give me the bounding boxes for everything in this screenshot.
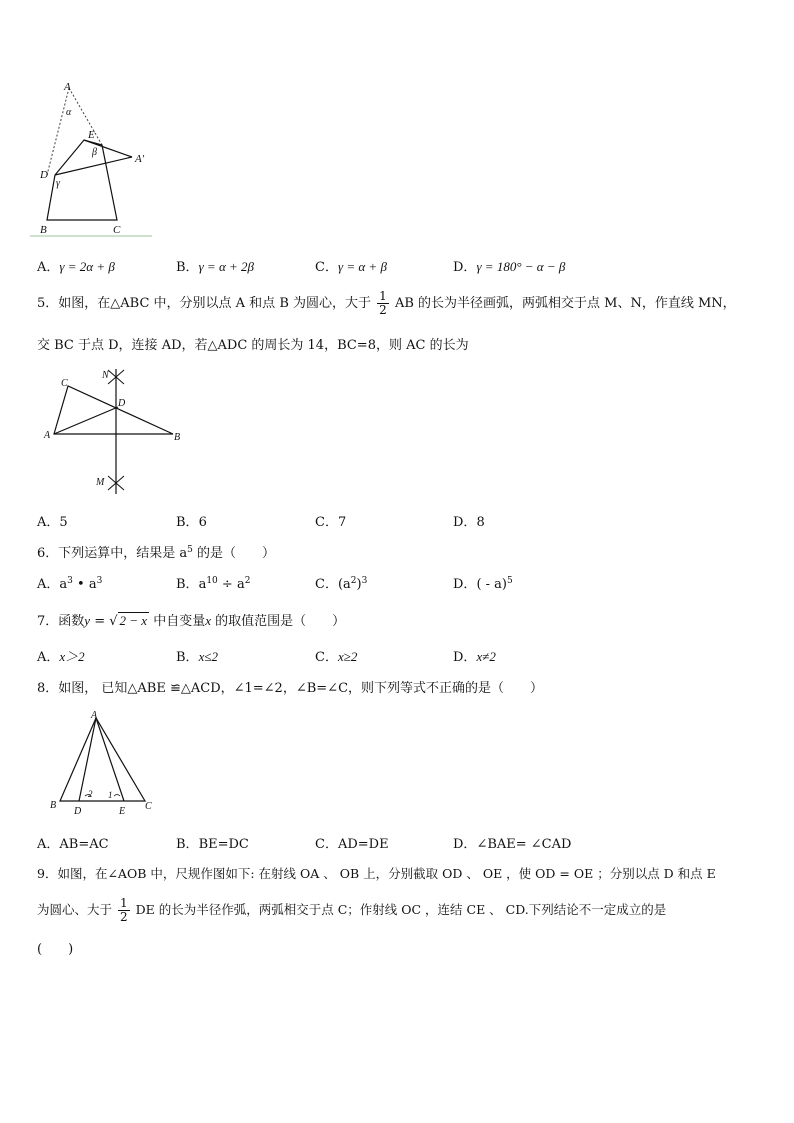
q7-radicand: 2 − x	[119, 613, 148, 628]
q4-label-c: C	[113, 224, 121, 236]
q8-label-d: D	[74, 806, 82, 817]
q4-label-e: E	[88, 129, 95, 141]
q8-option-c[interactable]: C．AD=DE	[315, 837, 389, 852]
q4-label-a-prime: A′	[135, 153, 145, 165]
q5-figure	[38, 364, 188, 499]
q7-stem: 7．函数y = √ 2 − x 中自变量x 的取值范围是（ ）	[37, 613, 346, 629]
q8-stem: 8．如图， 已知△ABE ≌△ACD，∠1=∠2，∠B=∠C，则下列等式不正确的是（ ）	[37, 681, 544, 696]
q8-option-b[interactable]: B．BE=DC	[176, 837, 249, 852]
q7-option-d[interactable]: D．x≠2	[453, 649, 496, 665]
q5-label-d: D	[118, 398, 126, 409]
q5-option-a[interactable]: A．5	[37, 515, 68, 530]
q6-option-b[interactable]: B．$a^{10} \div a^2$	[176, 576, 251, 592]
q9-stem-line3: ( )	[37, 942, 74, 957]
q5-label-m: M	[96, 477, 105, 488]
q7-option-b[interactable]: B．x≤2	[176, 649, 218, 665]
q5-option-d[interactable]: D．8	[453, 515, 485, 530]
q8-label-two: 2	[88, 789, 93, 799]
q4-option-d[interactable]: D．γ = 180° − α − β	[453, 259, 566, 275]
q4-label-d: D	[40, 169, 48, 181]
q8-label-b: B	[50, 800, 57, 811]
q4-option-a[interactable]: A．γ = 2α + β	[37, 259, 115, 275]
q9-fraction: $\frac{1}{2}$	[120, 896, 128, 924]
q4-option-c[interactable]: C．γ = α + β	[315, 259, 387, 275]
q4-label-a: A	[64, 81, 71, 93]
q4-label-gamma: γ	[56, 178, 60, 189]
q6-stem: 6．下列运算中，结果是 $a^5$ 的是（ ）	[37, 545, 276, 561]
q7-option-a[interactable]: A．x＞2	[37, 649, 85, 665]
q4-figure	[30, 80, 160, 240]
q4-option-b[interactable]: B．γ = α + 2β	[176, 259, 255, 275]
q5-label-c: C	[61, 378, 68, 389]
q6-option-c[interactable]: C．$(a^2)^3$	[315, 576, 368, 592]
q6-option-a[interactable]: A．$a^3$ • $a^3$	[37, 576, 103, 592]
sqrt-symbol: √	[109, 614, 118, 629]
q5-option-b[interactable]: B．6	[176, 515, 207, 530]
q8-option-a[interactable]: A．AB=AC	[37, 837, 109, 852]
q5-label-n: N	[102, 370, 109, 381]
q8-label-c: C	[145, 801, 152, 812]
q4-label-b: B	[40, 224, 47, 236]
q5-stem-line1: 5．如图，在△ABC 中，分别以点 A 和点 B 为圆心，大于 $\frac{1}{2}$ AB 的长为半径画弧，两弧相交于点 M、N，作直线 MN，	[37, 289, 736, 317]
q7-option-c[interactable]: C．x≥2	[315, 649, 358, 665]
q5-label-a: A	[44, 430, 51, 441]
q8-label-a: A	[91, 710, 98, 721]
q5-option-c[interactable]: C．7	[315, 515, 347, 530]
q9-stem-line2: 为圆心、大于 $\frac{1}{2}$ DE 的长为半径作弧，两弧相交于点 C；作射线 OC ，连结 CE 、 CD.下列结论不一定成立的是	[37, 896, 667, 924]
q9-stem-line1: 9．如图，在∠AOB 中，尺规作图如下: 在射线 OA 、 OB 上，分别截取 OD 、 OE ，使 OD = OE ；分别以点 D 和点 E	[37, 866, 716, 881]
q6-option-d[interactable]: D．( - a)$^5$	[453, 576, 513, 592]
q8-option-d[interactable]: D．∠BAE= ∠CAD	[453, 837, 572, 852]
q4-label-beta: β	[92, 147, 97, 158]
q5-stem-line2: 交 BC 于点 D，连接 AD，若△ADC 的周长为 14，BC=8，则 AC 的长为	[37, 338, 469, 353]
q8-label-one: 1	[108, 790, 113, 800]
q8-figure	[45, 708, 160, 820]
q5-fraction: $\frac{1}{2}$	[379, 289, 387, 317]
q4-label-alpha: α	[66, 107, 72, 118]
q8-label-e: E	[119, 806, 126, 817]
q5-label-b: B	[174, 432, 181, 443]
